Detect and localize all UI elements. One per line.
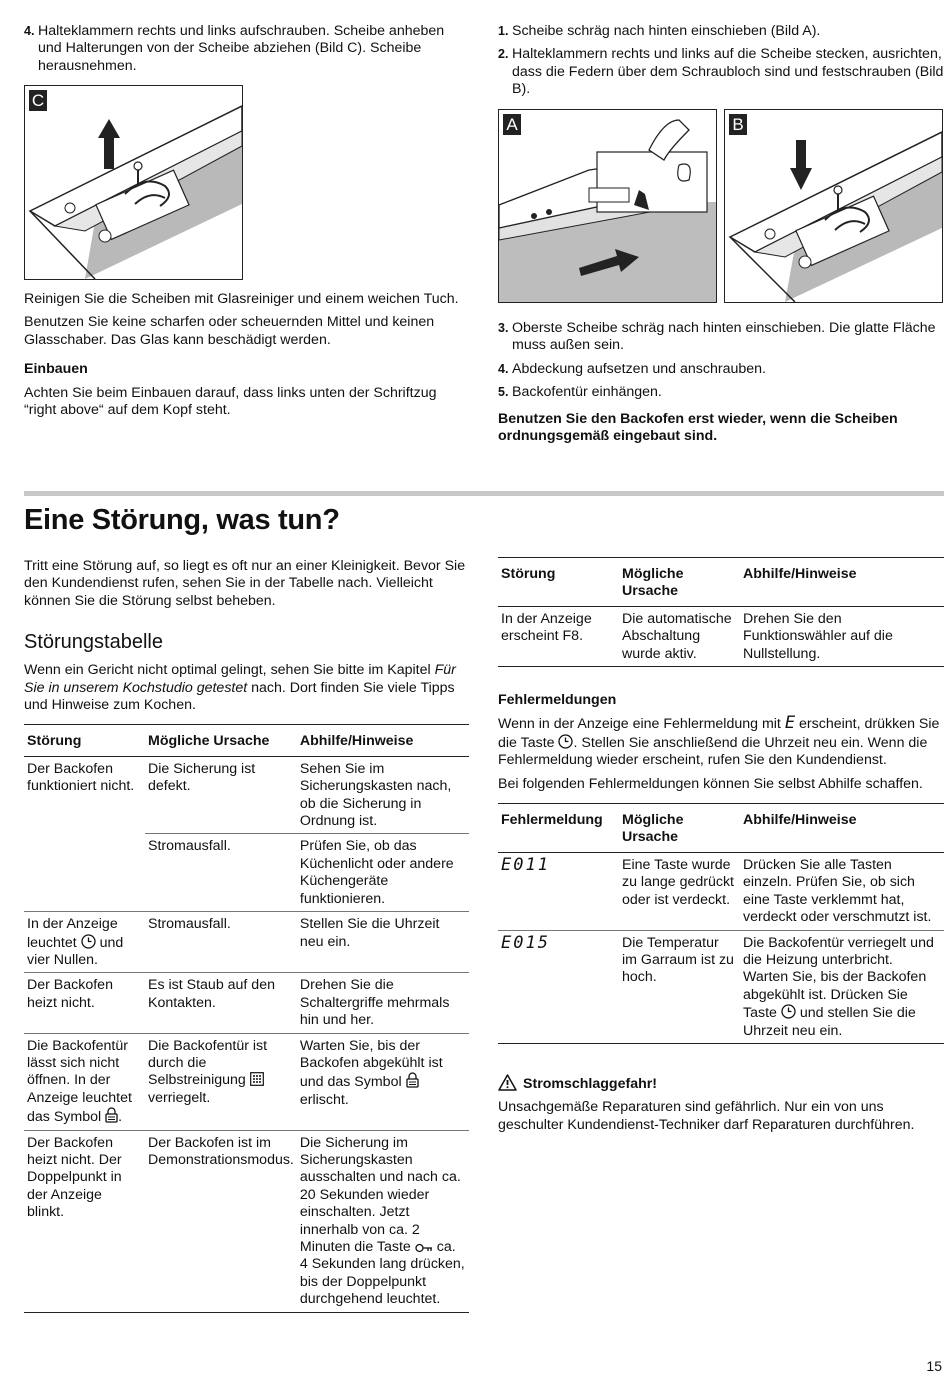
cause-cell: Die Backofentür ist durch die Selbstreinigung verriegelt. [145, 1033, 297, 1130]
page-number: 15 [926, 1358, 942, 1374]
table-row [24, 973, 469, 1033]
figure-a [498, 109, 717, 303]
f8-table [498, 557, 944, 667]
cause-cell: Die Sicherung ist defekt. [145, 756, 297, 834]
fix-cell: Drücken Sie alle Tasten einzeln. Prüfen Sie, ob sich eine Taste verklemmt hat, verdeckt oder verschmutzt ist. [740, 852, 944, 930]
table-row [498, 852, 944, 930]
error-symbol: E [784, 713, 796, 734]
table-intro: Wenn ein Gericht nicht optimal gelingt, sehen Sie bitte im Kapitel Für Sie in unserem Kochstudio getestet nach. Dort finden Sie viele Tipps und Hinweise zum Kochen. [24, 662, 456, 714]
column-header: Störung [24, 725, 145, 756]
fault-cell: Der Backofen heizt nicht. Der Doppelpunkt in der Anzeige blinkt. [24, 1130, 145, 1312]
column-header: Mögliche Ursache [619, 558, 740, 607]
column-header: Mögliche Ursache [145, 725, 297, 756]
steps-right-top [498, 23, 944, 99]
column-header: Abhilfe/Hinweise [740, 804, 944, 853]
table-row [498, 606, 944, 666]
error-code: E011 [501, 854, 550, 875]
steps-right-bottom [498, 320, 944, 445]
step-text: Scheibe schräg nach hinten einschieben (Bild A). [512, 23, 821, 39]
section-divider [24, 491, 944, 496]
fault-cell: Der Backofen funktioniert nicht. [24, 756, 145, 911]
step-number: 3. [498, 321, 509, 335]
fault-cell: In der Anzeige erscheint F8. [498, 606, 619, 666]
step-text: Abdeckung aufsetzen und anschrauben. [512, 360, 766, 377]
fix-cell: Prüfen Sie, ob das Küchenlicht oder andere Küchengeräte funktionieren. [297, 834, 469, 912]
figure-label-b: B [729, 114, 747, 135]
table-heading: Störungstabelle [24, 631, 163, 654]
danger-text: Unsachgemäße Reparaturen sind gefährlich. Nur ein von uns geschulter Kundendienst-Techniker darf Reparaturen durchführen. [498, 1099, 915, 1133]
step-text: Backofentür einhängen. [512, 384, 662, 401]
clock-icon [781, 1004, 796, 1019]
section-title: Eine Störung, was tun? [24, 504, 340, 536]
fix-cell: Sehen Sie im Sicherungskasten nach, ob die Sicherung in Ordnung ist. [297, 756, 469, 834]
cause-cell: Eine Taste wurde zu lange gedrückt oder ist verdeckt. [619, 852, 740, 930]
table-row [24, 912, 469, 973]
table-row [24, 1033, 469, 1130]
cause-cell: Der Backofen ist im Demonstrationsmodus. [145, 1130, 297, 1312]
self-cleaning-icon [250, 1072, 264, 1086]
table-header-row [498, 558, 944, 607]
table-row [24, 1130, 469, 1312]
error-code-cell [498, 852, 619, 930]
install-text: Achten Sie beim Einbauen darauf, dass links unten der Schriftzug “right above“ auf dem Kopf steht. [24, 384, 437, 419]
cause-cell: Die Temperatur im Garraum ist zu hoch. [619, 930, 740, 1043]
column-header: Abhilfe/Hinweise [297, 725, 469, 756]
clean-text: Reinigen Sie die Scheiben mit Glasreiniger und einem weichen Tuch. [24, 291, 459, 307]
fault-cell: In der Anzeige leuchtet und vier Nullen. [24, 912, 145, 973]
lock-icon [105, 1107, 118, 1123]
table-row [498, 930, 944, 1043]
fix-cell: Die Backofentür verriegelt und die Heizung unterbricht. Warten Sie, bis der Backofen abgekühlt ist. Drücken Sie Taste und stellen Sie die Uhrzeit neu ein. [740, 930, 944, 1043]
errors-note: Bei folgenden Fehlermeldungen können Sie selbst Abhilfe schaffen. [498, 775, 923, 792]
table-header-row [24, 725, 469, 756]
cause-cell: Die automatische Abschaltung wurde aktiv. [619, 606, 740, 666]
key-icon [415, 1243, 433, 1253]
fix-cell: Stellen Sie die Uhrzeit neu ein. [297, 912, 469, 973]
table-header-row [498, 804, 944, 853]
step-text: Oberste Scheibe schräg nach hinten einschieben. Die glatte Fläche muss außen sein. [512, 320, 936, 354]
step-number: 5. [498, 385, 509, 400]
fix-cell: Drehen Sie den Funktionswähler auf die Nullstellung. [740, 606, 944, 666]
step-text: Halteklammern rechts und links aufschrauben. Scheibe anheben und Halterungen von der Scheibe abziehen (Bild C). Scheibe herausnehmen. [38, 23, 445, 74]
figure-label-c: C [29, 90, 47, 111]
left-section-body [24, 558, 469, 1313]
errors-heading: Fehlermeldungen [498, 692, 617, 709]
usage-note: Benutzen Sie den Backofen erst wieder, wenn die Scheiben ordnungsgemäß eingebaut sind. [498, 410, 898, 445]
column-header: Störung [498, 558, 619, 607]
error-code-cell [498, 930, 619, 1043]
column-header: Abhilfe/Hinweise [740, 558, 944, 607]
fault-cell: Der Backofen heizt nicht. [24, 973, 145, 1033]
figure-label-a: A [503, 114, 521, 135]
step-number: 4. [498, 361, 509, 376]
fault-cell: Die Backofentür lässt sich nicht öffnen. In der Anzeige leuchtet das Symbol . [24, 1033, 145, 1130]
fix-cell: Die Sicherung im Sicherungskasten ausschalten und nach ca. 20 Sekunden wieder einschalten. Jetzt innerhalb von ca. 2 Minuten die Taste ca. 4 Sekunden lang drücken, bis der Doppelpunkt durchgehend leuchtet. [297, 1130, 469, 1312]
fault-table [24, 724, 469, 1312]
figure-b [724, 109, 943, 303]
warning-text: Benutzen Sie keine scharfen oder scheuernden Mittel und keinen Glasschaber. Das Glas kann beschädigt werden. [24, 314, 435, 348]
fix-cell: Warten Sie, bis der Backofen abgekühlt ist und das Symbol erlischt. [297, 1033, 469, 1130]
cause-cell: Stromausfall. [145, 834, 297, 912]
step-text: Halteklammern rechts und links auf die Scheibe stecken, ausrichten, dass die Federn über dem Schraubloch sind und festschrauben (Bild B). [512, 46, 944, 98]
error-table [498, 803, 944, 1044]
column-header: Fehlermeldung [498, 804, 619, 853]
error-code: E015 [501, 932, 550, 953]
lock-icon [406, 1072, 419, 1088]
right-section-body [498, 557, 944, 1134]
step-number: 4. [24, 24, 35, 38]
intro-text: Tritt eine Störung auf, so liegt es oft nur an einer Kleinigkeit. Bevor Sie den Kundendienst rufen, sehen Sie in der Tabelle nach. Vielleicht können Sie die Störung selbst beheben. [24, 558, 466, 609]
fix-cell: Drehen Sie die Schaltergriffe mehrmals hin und her. [297, 973, 469, 1033]
step-number: 1. [498, 24, 509, 38]
figure-c [24, 85, 243, 280]
install-heading: Einbauen [24, 361, 88, 378]
step-number: 2. [498, 47, 509, 62]
clean-instructions [24, 291, 469, 419]
cause-cell: Es ist Staub auf den Kontakten. [145, 973, 297, 1033]
danger-heading: Stromschlaggefahr! [498, 1074, 944, 1093]
errors-intro: Wenn in der Anzeige eine Fehlermeldung mit E erscheint, drükken Sie die Taste . Stellen Sie anschließend die Uhrzeit neu ein. Wenn die Fehlermeldung wieder erscheint, rufen Sie den Kundendienst. [498, 713, 940, 769]
step-4-left [24, 23, 469, 75]
clock-icon [81, 934, 96, 949]
cause-cell: Stromausfall. [145, 912, 297, 973]
column-header: Mögliche Ursache [619, 804, 740, 853]
warning-icon [498, 1074, 517, 1091]
clock-icon [558, 734, 573, 749]
table-row [24, 756, 469, 834]
